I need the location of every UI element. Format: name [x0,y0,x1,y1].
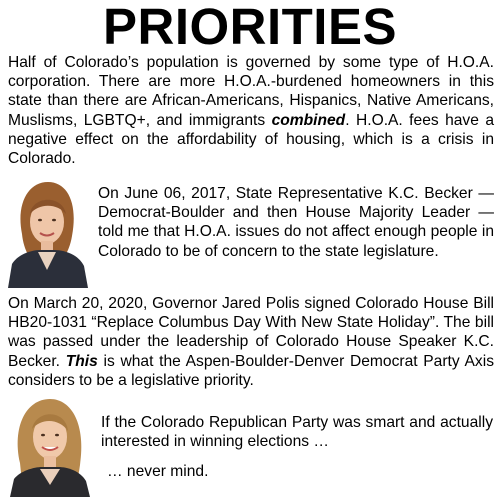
holiday-emphasis: This [65,352,98,370]
never-mind-line: … never mind. [107,463,209,480]
intro-text-end: . H.O.A. fees have a negative effect on the affordability of housing, which is a crisis in Colorado. [8,111,494,168]
intro-emphasis: combined [271,111,346,129]
page-title: PRIORITIES [102,0,398,55]
republican-paragraph: If the Colorado Republican Party was smart and actually interested in winning elections … [101,414,493,451]
holiday-text-start: On March 20, 2020, Governor Jared Polis signed Colorado House Bill HB20-1031 “Replace Columbus Day With New State Holiday”. The bill was passed under the leadership of Colorado House Speaker K.C. Becker. [8,295,494,370]
holiday-text-end: is what the Aspen-Boulder-Denver Democrat Party Axis considers to be a legislative priority. [8,352,494,389]
portrait-photo-bottom [6,393,92,497]
intro-text-start: Half of Colorado’s population is governed by some type of H.O.A. corporation. There are more H.O.A.-burdened homeowners in this state than there are African-Americans, Hispanics, Native Americans, Muslisms, LGBTQ+, and immigrants [8,54,494,129]
becker-quote-paragraph: On June 06, 2017, State Representative K.C. Becker — Democrat-Boulder and then House Majority Leader — told me that H.O.A. issues do not affect enough people in Colorado to be of concern to the state legislature. [98,185,494,260]
intro-paragraph [8,53,494,168]
portrait-photo-top [6,174,88,288]
holiday-bill-paragraph [8,294,494,390]
